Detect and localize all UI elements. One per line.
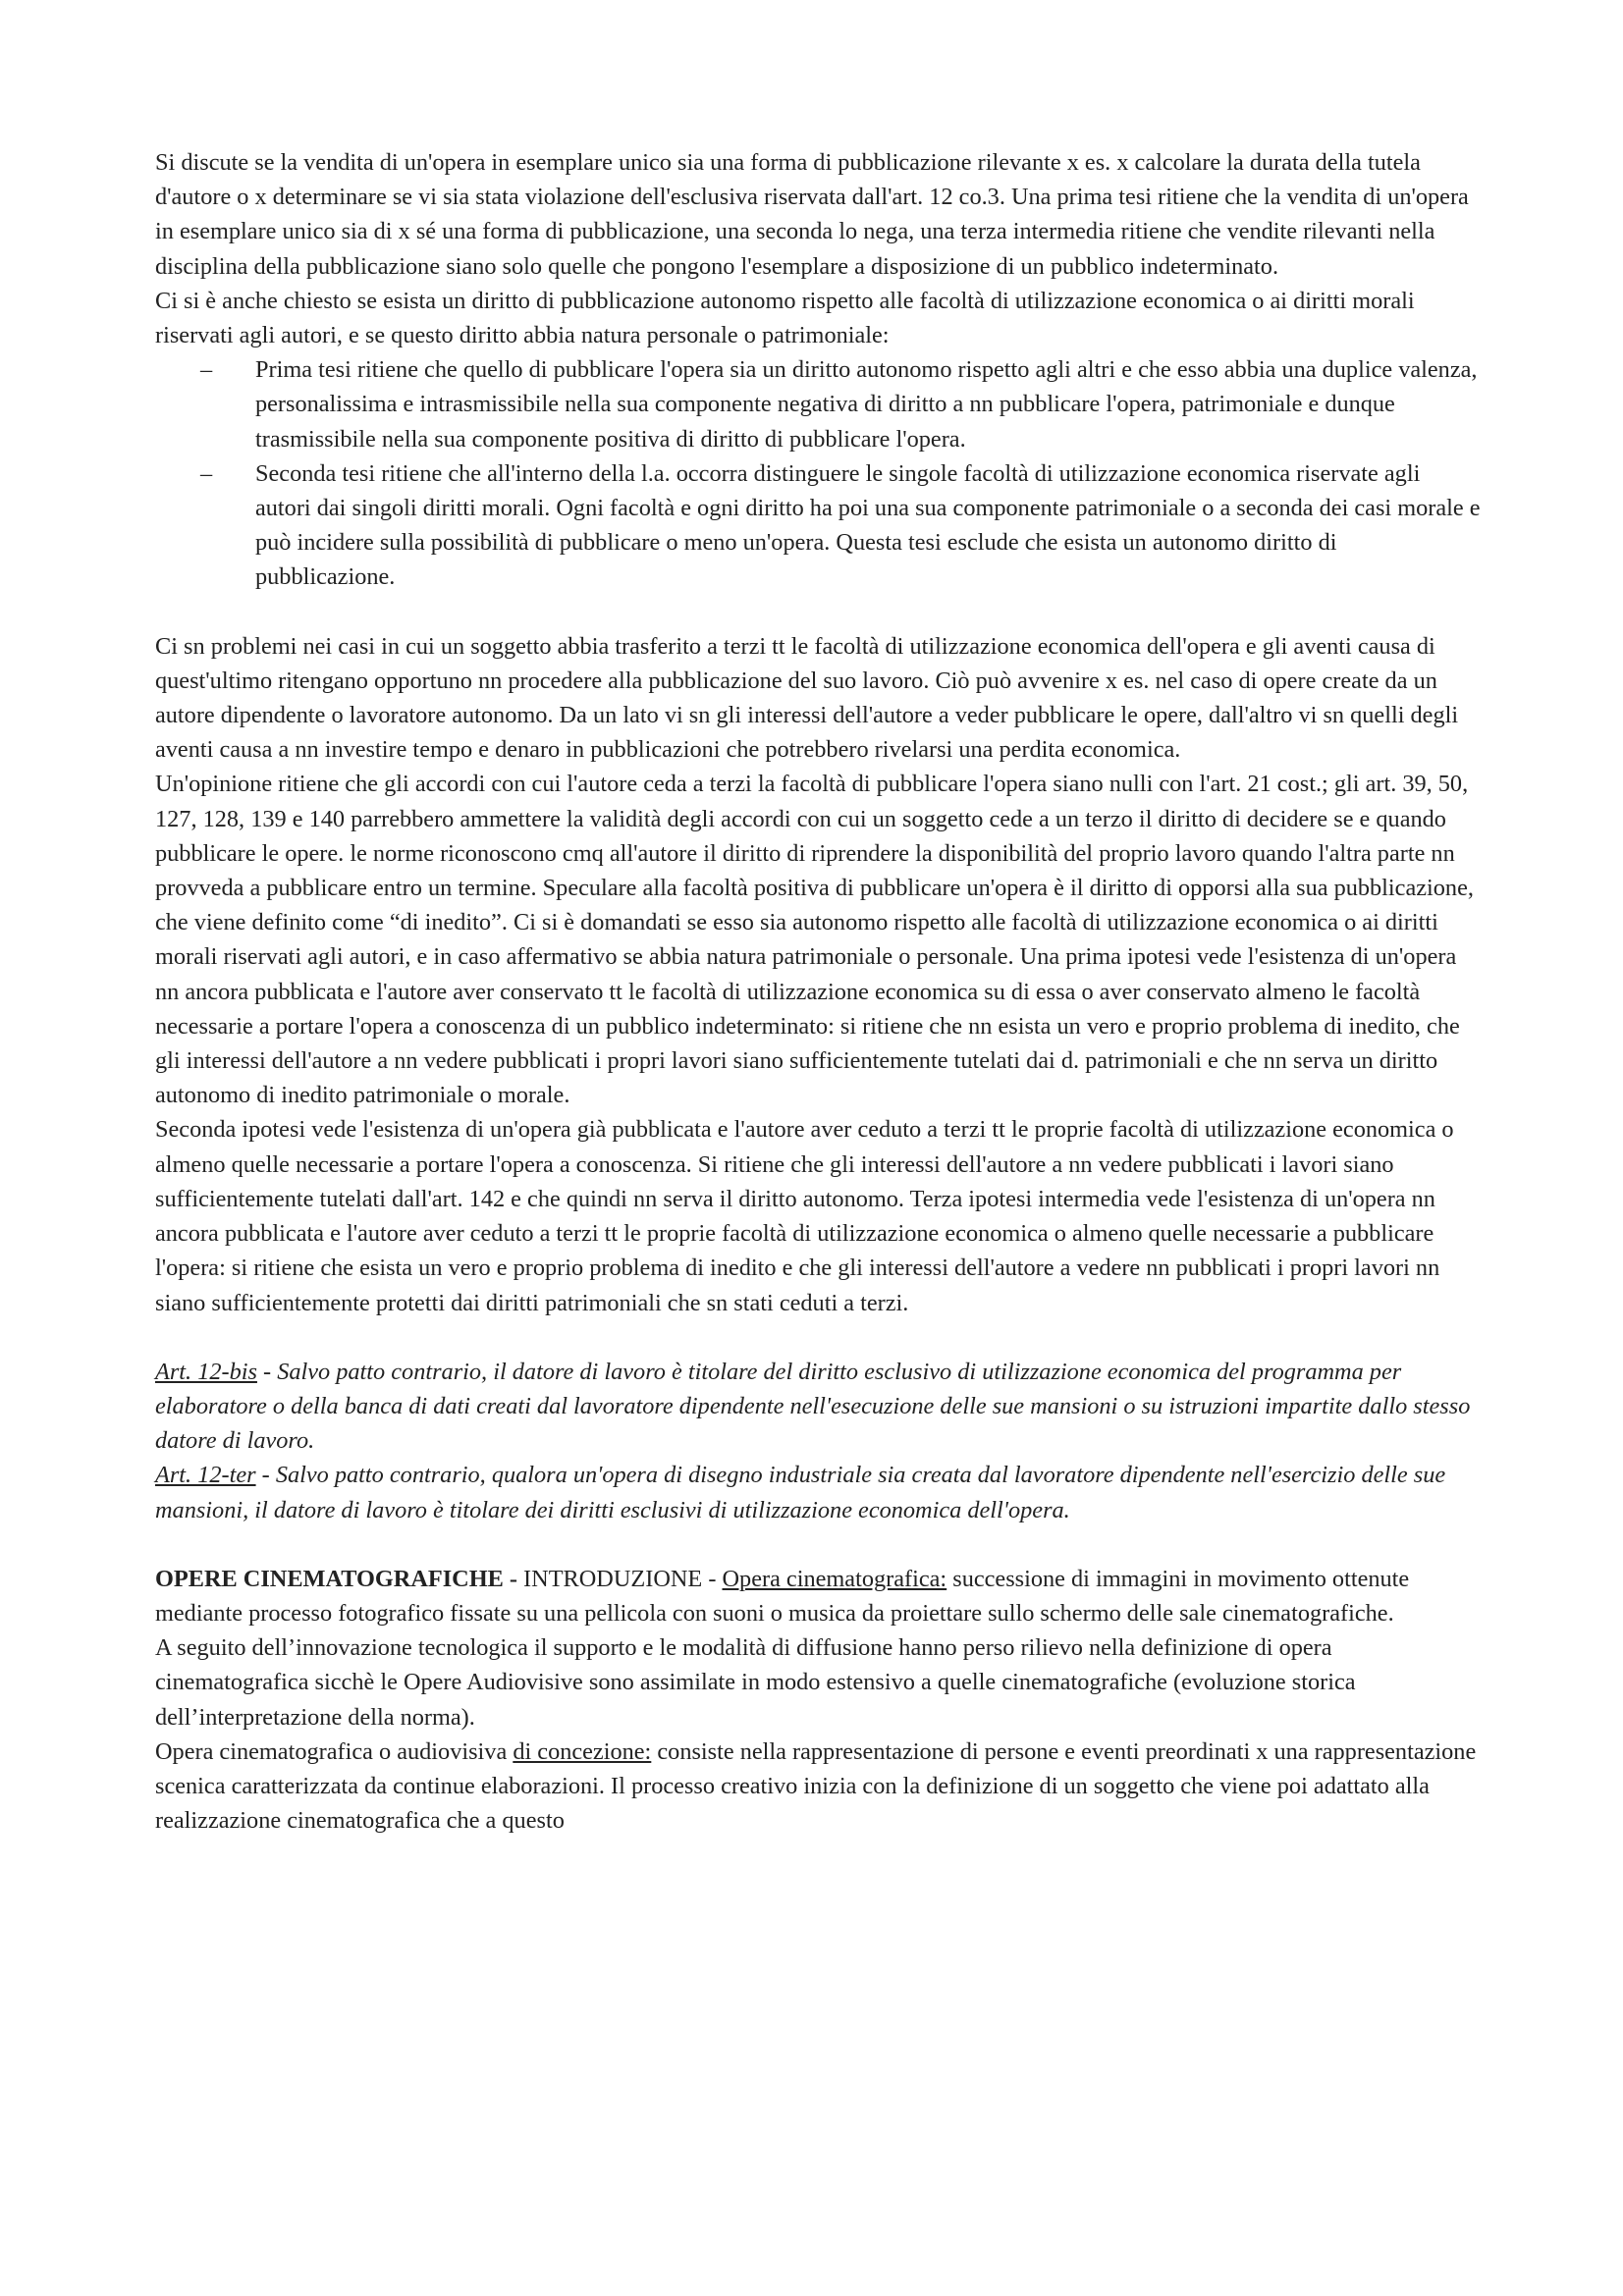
dash-marker: – — [200, 459, 213, 487]
section-subheading: INTRODUZIONE - — [516, 1565, 723, 1592]
list-item — [155, 456, 1481, 595]
paragraph-opera-cinematografica — [155, 1562, 1481, 1630]
section-heading: OPERE CINEMATOGRAFICHE - — [155, 1565, 517, 1592]
concezione-text: consiste nella rappresentazione di persone e eventi preordinati x una rappresentazione scenica caratterizzata da continue elaborazioni. Il processo creativo inizia con la definizione di un soggetto che viene poi adattato alla realizzazione cinematografica che a questo — [155, 1737, 1477, 1835]
article-12-ter-label: Art. 12-ter — [155, 1462, 256, 1489]
dash-marker: – — [200, 356, 213, 384]
article-12-ter — [155, 1458, 1481, 1526]
paragraph-vendita-esemplare-unico: Si discute se la vendita di un'opera in esemplare unico sia una forma di pubblicazione rilevante x es. x calcolare la durata della tutela d'autore o x determinare se vi sia stata violazione dell'esclusiva riservata dall'art. 12 co.3. Una prima tesi ritiene che la vendita di un'opera in esemplare unico sia di x sé una forma di pubblicazione, una seconda lo nega, una terza intermedia ritiene che vendite rilevanti nella disciplina della pubblicazione siano solo quelle che pongono l'esemplare a disposizione di un pubblico indeterminato. — [155, 149, 1469, 280]
spacer — [155, 1320, 1481, 1355]
thesis-text: Prima tesi ritiene che quello di pubblicare l'opera sia un diritto autonomo rispetto agli altri e che esso abbia una duplice valenza, personalissima e intrasmissibile nella sua componente negativa di diritto a nn pubblicare l'opera, patrimoniale e dunque trasmissibile nella sua componente positiva di diritto di pubblicare l'opera. — [255, 356, 1478, 453]
term-di-concezione: di concezione: — [513, 1737, 652, 1765]
concezione-intro: Opera cinematografica o audiovisiva — [155, 1737, 514, 1765]
theses-list — [155, 352, 1481, 594]
paragraph-trasferimento-facolta: Ci sn problemi nei casi in cui un soggetto abbia trasferito a terzi tt le facoltà di utilizzazione economica dell'opera e gli aventi causa di quest'ultimo ritengano opportuno nn procedere alla pubblicazione del suo lavoro. Ciò può avvenire x es. nel caso di opere create da un autore dipendente o lavoratore autonomo. Da un lato vi sn gli interessi dell'autore a veder pubblicare le opere, dall'altro vi sn quelli degli aventi causa a nn investire tempo e denaro in pubblicazioni che potrebbero rivelarsi una perdita economica. — [155, 632, 1459, 764]
spacer — [155, 595, 1481, 629]
article-12-bis-label: Art. 12-bis — [155, 1358, 257, 1385]
paragraph-accordi-inedito: Un'opinione ritiene che gli accordi con cui l'autore ceda a terzi la facoltà di pubblicare l'opera siano nulli con l'art. 21 cost.; gli art. 39, 50, 127, 128, 139 e 140 parrebbero ammettere la validità degli accordi con cui un soggetto cede a un terzo il diritto di decidere se e quando pubblicare le opere. le norme riconoscono cmq all'autore il diritto di riprendere la disponibilità del proprio lavoro quando l'altra parte nn provveda a pubblicare entro un termine. Speculare alla facoltà positiva di pubblicare un'opera è il diritto di opporsi alla sua pubblicazione, che viene definito come “di inedito”. Ci si è domandati se esso sia autonomo rispetto alle facoltà di utilizzazione economica o ai diritti morali riservati agli autori, e in caso affermativo se abbia natura patrimoniale o personale. Una prima ipotesi vede l'esistenza di un'opera nn ancora pubblicata e l'autore aver conservato tt le facoltà di utilizzazione economica su di essa o aver conservato almeno le facoltà necessarie a portare l'opera a conoscenza di un pubblico indeterminato: si ritiene che nn esista un vero e proprio problema di inedito, che gli interessi dell'autore a nn vedere pubblicati i propri lavori siano sufficientemente tutelati dai d. patrimoniali e che nn serva un diritto autonomo di inedito patrimoniale o morale. — [155, 771, 1474, 1109]
list-item — [155, 352, 1481, 456]
paragraph-innovazione-tecnologica: A seguito dell’innovazione tecnologica il supporto e le modalità di diffusione hanno perso rilievo nella definizione di opera cinematografica sicchè le Opere Audiovisive sono assimilate in modo estensivo a quelle cinematografiche (evoluzione storica dell’interpretazione della norma). — [155, 1634, 1356, 1731]
paragraph-seconda-ipotesi: Seconda ipotesi vede l'esistenza di un'opera già pubblicata e l'autore aver ceduto a terzi tt le proprie facoltà di utilizzazione economica o almeno quelle necessarie a portare l'opera a conoscenza. Si ritiene che gli interessi dell'autore a nn vedere pubblicati i lavori siano sufficientemente tutelati dall'art. 142 e che quindi nn serva il diritto autonomo. Terza ipotesi intermedia vede l'esistenza di un'opera nn ancora pubblicata e l'autore aver ceduto a terzi tt le proprie facoltà di utilizzazione economica o almeno quelle necessarie a pubblicare l'opera: si ritiene che esista un vero e proprio problema di inedito e che gli interessi dell'autore a vedere nn pubblicati i propri lavori nn siano sufficientemente protetti dai diritti patrimoniali che sn stati ceduti a terzi. — [155, 1116, 1454, 1316]
article-12-bis-text: - Salvo patto contrario, il datore di lavoro è titolare del diritto esclusivo di utilizzazione economica del programma per elaboratore o della banca di dati creati dal lavoratore dipendente nell'esecuzione delle sue mansioni o su istruzioni impartite dallo stesso datore di lavoro. — [155, 1358, 1471, 1455]
thesis-text: Seconda tesi ritiene che all'interno della l.a. occorra distinguere le singole facoltà di utilizzazione economica riservate agli autori dai singoli diritti morali. Ogni facoltà e ogni diritto ha poi una sua componente patrimoniale o a seconda dei casi morale e può incidere sulla possibilità di pubblicare o meno un'opera. Questa tesi esclude che esista un autonomo diritto di pubblicazione. — [255, 459, 1481, 591]
article-12-bis — [155, 1355, 1481, 1459]
term-opera-cinematografica: Opera cinematografica: — [722, 1565, 947, 1592]
spacer — [155, 1527, 1481, 1562]
article-12-ter-text: - Salvo patto contrario, qualora un'opera di disegno industriale sia creata dal lavoratore dipendente nell'esercizio delle sue mansioni, il datore di lavoro è titolare dei diritti esclusivi di utilizzazione economica dell'opera. — [155, 1462, 1446, 1523]
definition-text: successione di immagini in movimento ottenute mediante processo fotografico fissate su una pellicola con suoni o musica da proiettare sullo schermo delle sale cinematografiche. — [155, 1565, 1410, 1627]
paragraph-diritto-pubblicazione: Ci si è anche chiesto se esista un diritto di pubblicazione autonomo rispetto alle facoltà di utilizzazione economica o ai diritti morali riservati agli autori, e se questo diritto abbia natura personale o patrimoniale: — [155, 287, 1415, 349]
document-page — [155, 145, 1481, 1838]
paragraph-di-concezione — [155, 1735, 1481, 1839]
